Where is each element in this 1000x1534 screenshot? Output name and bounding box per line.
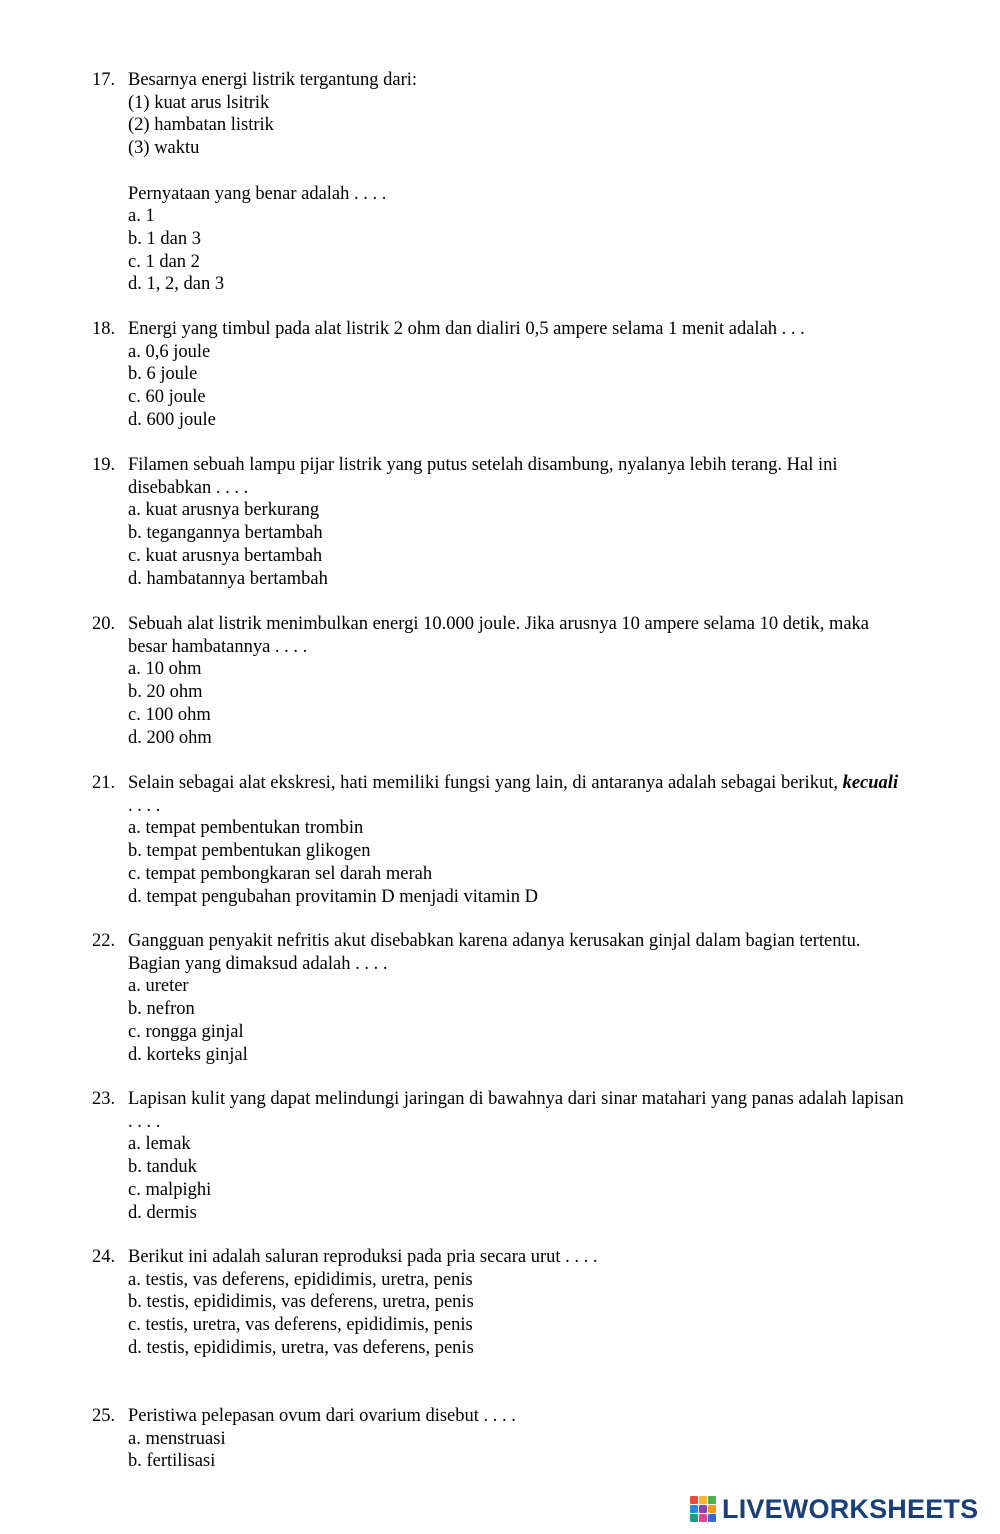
question-stem: Sebuah alat listrik menimbulkan energi 10.000 joule. Jika arusnya 10 ampere selama 10 detik, maka: [128, 614, 870, 634]
question-stem: besar hambatannya . . . .: [128, 636, 308, 657]
answer-option[interactable]: a. lemak: [128, 1134, 191, 1155]
answer-option[interactable]: b. tanduk: [128, 1157, 197, 1178]
question-prompt: Pernyataan yang benar adalah . . . .: [128, 183, 387, 204]
answer-option[interactable]: a. kuat arusnya berkurang: [128, 500, 320, 521]
question-stem: Bagian yang dimaksud adalah . . . .: [128, 953, 388, 974]
answer-option[interactable]: d. 1, 2, dan 3: [128, 274, 225, 295]
question-stem: Besarnya energi listrik tergantung dari:: [128, 70, 418, 90]
answer-option[interactable]: a. testis, vas deferens, epididimis, uretra, penis: [128, 1269, 473, 1290]
question-stem: Berikut ini adalah saluran reproduksi pada pria secara urut . . . .: [128, 1247, 598, 1267]
question-stem: Filamen sebuah lampu pijar listrik yang putus setelah disambung, nyalanya lebih terang. Hal ini: [128, 455, 838, 475]
answer-option[interactable]: b. 20 ohm: [128, 682, 203, 703]
question-number: 19.: [92, 455, 116, 475]
answer-option[interactable]: b. fertilisasi: [128, 1451, 216, 1472]
question-stem: . . . .: [128, 1111, 161, 1132]
answer-option[interactable]: b. 1 dan 3: [128, 228, 201, 249]
question-number: 17.: [92, 70, 116, 90]
answer-option[interactable]: d. testis, epididimis, uretra, vas deferens, penis: [128, 1337, 474, 1358]
answer-option[interactable]: a. 0,6 joule: [128, 341, 211, 362]
answer-option[interactable]: c. rongga ginjal: [128, 1021, 244, 1042]
answer-option[interactable]: a. tempat pembentukan trombin: [128, 818, 364, 839]
question-stem: disebabkan . . . .: [128, 477, 249, 498]
question-number: 18.: [92, 319, 116, 339]
answer-option[interactable]: c. 100 ohm: [128, 704, 211, 725]
answer-option[interactable]: b. tempat pembentukan glikogen: [128, 841, 371, 862]
answer-option[interactable]: d. 200 ohm: [128, 727, 212, 748]
question-stem: Peristiwa pelepasan ovum dari ovarium disebut . . . .: [128, 1406, 516, 1426]
question-number: 25.: [92, 1406, 116, 1426]
question-number: 21.: [92, 773, 116, 793]
answer-option[interactable]: c. malpighi: [128, 1179, 212, 1200]
answer-option[interactable]: c. tempat pembongkaran sel darah merah: [128, 863, 433, 884]
answer-option[interactable]: c. 60 joule: [128, 387, 206, 408]
answer-option[interactable]: d. 600 joule: [128, 409, 216, 430]
answer-option[interactable]: c. kuat arusnya bertambah: [128, 545, 323, 566]
answer-option[interactable]: a. 1: [128, 206, 155, 227]
question-stem: Lapisan kulit yang dapat melindungi jaringan di bawahnya dari sinar matahari yang panas adalah lapisan: [128, 1089, 904, 1109]
stem-text: Selain sebagai alat ekskresi, hati memiliki fungsi yang lain, di antaranya adalah sebagai berikut,: [128, 773, 838, 793]
question-stem: [128, 772, 898, 795]
answer-option[interactable]: d. dermis: [128, 1202, 197, 1223]
answer-option[interactable]: d. korteks ginjal: [128, 1044, 248, 1065]
answer-option[interactable]: a. ureter: [128, 976, 189, 997]
answer-option[interactable]: c. 1 dan 2: [128, 251, 200, 272]
statement-item: (1) kuat arus lsitrik: [128, 92, 270, 113]
question-number: 23.: [92, 1089, 116, 1109]
question-number: 22.: [92, 931, 116, 951]
stem-emphasis: kecuali: [842, 773, 899, 793]
logo-mark-icon: [690, 1496, 716, 1522]
question-stem: Gangguan penyakit nefritis akut disebabkan karena adanya kerusakan ginjal dalam bagian tertentu.: [128, 931, 861, 951]
question-number: 24.: [92, 1247, 116, 1267]
question-stem: Energi yang timbul pada alat listrik 2 ohm dan dialiri 0,5 ampere selama 1 menit adalah . . .: [128, 319, 805, 339]
answer-option[interactable]: d. tempat pengubahan provitamin D menjadi vitamin D: [128, 886, 538, 907]
answer-option[interactable]: b. nefron: [128, 999, 195, 1020]
liveworksheets-logo: [690, 1494, 978, 1524]
answer-option[interactable]: b. 6 joule: [128, 364, 198, 385]
answer-option[interactable]: b. testis, epididimis, vas deferens, uretra, penis: [128, 1292, 474, 1313]
question-number: 20.: [92, 614, 116, 634]
statement-item: (2) hambatan listrik: [128, 115, 274, 136]
logo-text: LIVEWORKSHEETS: [722, 1494, 979, 1524]
answer-option[interactable]: a. 10 ohm: [128, 659, 202, 680]
answer-option[interactable]: c. testis, uretra, vas deferens, epididimis, penis: [128, 1315, 473, 1336]
question-stem: . . . .: [128, 795, 161, 816]
statement-item: (3) waktu: [128, 138, 200, 159]
answer-option[interactable]: a. menstruasi: [128, 1428, 226, 1449]
answer-option[interactable]: d. hambatannya bertambah: [128, 568, 328, 589]
answer-option[interactable]: b. tegangannya bertambah: [128, 523, 323, 544]
